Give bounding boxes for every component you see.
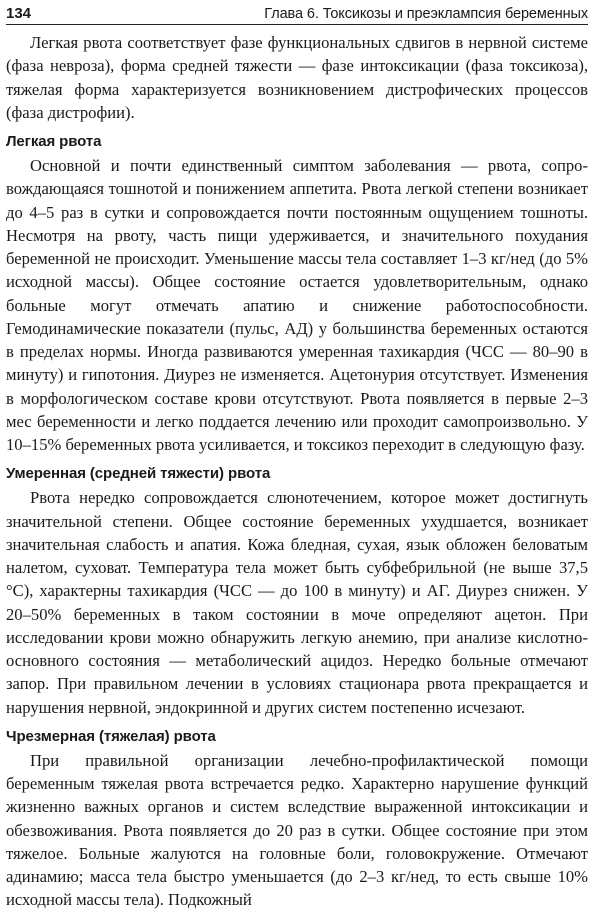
page-body	[6, 31, 588, 912]
paragraph-mild-vomiting: Основной и почти единственный симптом заболевания — рвота, сопровождающаяся тошнотой и понижением аппетита. Рвота легкой степени возникает до 4–5 раз в сутки и сопровождается почти постоянным ощущением тошноты. Несмотря на рвоту, часть пищи удерживается, и значительного похудания беременной не происходит. Уменьшение массы тела составляет 1–3 кг/нед (до 5% исходной массы). Общее состояние остается удовлетворительным, однако больные могут отмечать апатию и снижение работоспособности. Гемодинамические показатели (пульс, АД) у большинства беременных остаются в пределах нормы. Иногда развиваются умеренная тахикардия (ЧСС — 80–90 в минуту) и гипотония. Диурез не изменяется. Ацетонурия отсутствует. Изменения в морфологическом составе крови отсутствуют. Рвота появляется в первые 2–3 мес беременности и легко поддается лечению или проходит самопроизвольно. У 10–15% беременных рвота усиливается, и токсикоз переходит в следующую фазу.	[6, 156, 588, 454]
section-heading-moderate-vomiting: Умеренная (средней тяжести) рвота	[6, 465, 271, 483]
paragraph-severe-vomiting: При правильной организации лечебно-профилактической помощи беременным тяжелая рвота встречается редко. Характерно нарушение функций жизненно важных органов и систем вследствие выраженной интоксикации и обезвоживания. Рвота появляется до 20 раз в сутки. Общее состояние при этом тяжелое. Больные жалуются на головные боли, головокружение. Отмечают адинамию; масса тела быстро уменьшается (до 2–3 кг/нед, то есть свыше 10% исходной массы тела). Подкожный	[6, 750, 588, 910]
paragraph-moderate-vomiting: Рвота нередко сопровождается слюнотечением, которое может достигнуть значительной степени. Общее состояние беременных ухудшается, возникает значительная слабость и апатия. Кожа бледная, сухая, язык обложен беловатым налетом, суховат. Температура тела может быть субфебрильной (не выше 37,5 °C), характерны тахикардия (ЧСС — до 100 в минуту) и АГ. Диурез снижен. У 20–50% беременных в таком состоянии в моче определяют ацетон. При исследовании крови можно обнаружить легкую анемию, при анализе кислотно-основного состояния — метаболический ацидоз. Нередко больные отмечают запор. При правильном лечении в условиях стационара рвота прекращается и нарушения нервной, эндокринной и других систем постепенно исчезают.	[6, 488, 588, 717]
intro-paragraph: Легкая рвота соответствует фазе функциональных сдвигов в нервной системе (фаза невроза), форма средней тяжести — фазе интоксикации (фаза токсикоза), тяжелая форма характеризуется возникновением дистрофических процессов (фаза дистрофии).	[6, 33, 588, 122]
page-number: 134	[6, 5, 32, 22]
section-heading-mild-vomiting: Легкая рвота	[6, 133, 102, 150]
section-heading-severe-vomiting: Чрезмерная (тяжелая) рвота	[6, 727, 216, 745]
chapter-title: Глава 6. Токсикозы и преэклампсия беременных	[264, 6, 588, 22]
running-header	[6, 0, 588, 25]
